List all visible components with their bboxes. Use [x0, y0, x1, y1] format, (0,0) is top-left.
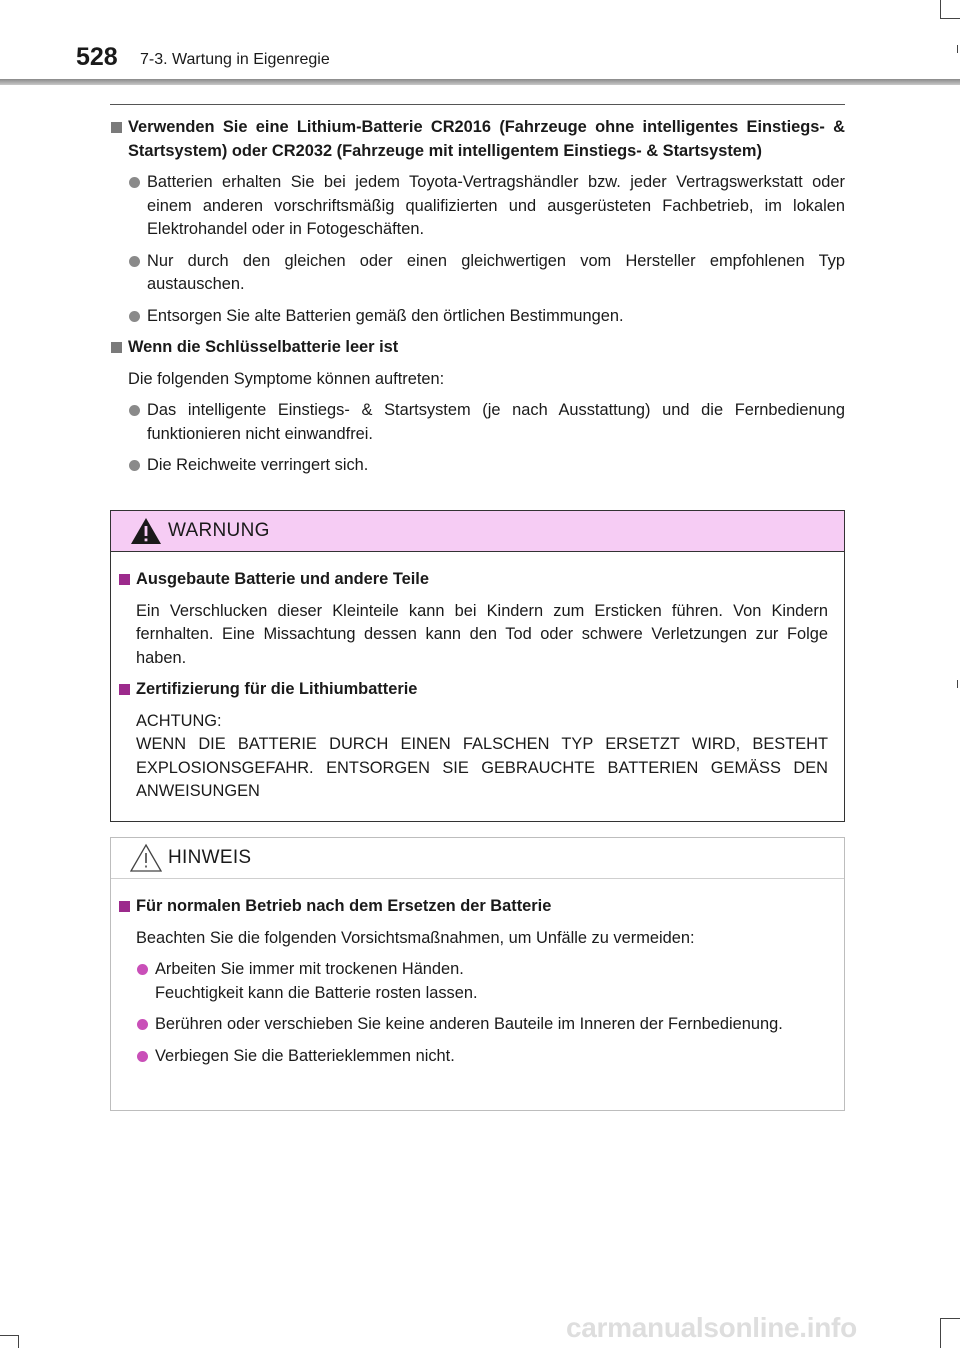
list-item-text: Arbeiten Sie immer mit trockenen Händen.	[155, 960, 464, 978]
list-item	[110, 454, 845, 478]
circle-bullet-icon	[129, 405, 140, 416]
list-item-text: Das intelligente Einstiegs- & Startsystem (je nach Ausstattung) und die Fernbedienung funktionieren nicht einwandfrei.	[147, 401, 845, 443]
list-item-text: Batterien erhalten Sie bei jedem Toyota-Vertragshändler bzw. jeder Vertragswerkstatt oder einem anderen vorschriftsmäßig qualifizierten und ausgerüsteten Fachbetrieb, im lokalen Elektrohandel oder in Fotogeschäften.	[147, 173, 845, 238]
caution-label: ACHTUNG:	[136, 711, 222, 730]
circle-bullet-icon	[129, 311, 140, 322]
list-item-text: Nur durch den gleichen oder einen gleichwertigen vom Hersteller empfohlenen Typ austauschen.	[147, 251, 845, 293]
crop-mark	[957, 680, 958, 688]
square-bullet-icon	[111, 122, 122, 133]
crop-mark	[940, 1318, 941, 1348]
circle-bullet-icon	[129, 256, 140, 267]
caution-outline-triangle-icon	[130, 843, 162, 873]
section-heading	[118, 678, 828, 702]
circle-bullet-icon	[137, 1051, 148, 1062]
notice-box	[110, 837, 845, 1111]
top-divider	[110, 104, 845, 105]
square-bullet-icon	[111, 342, 122, 353]
watermark: carmanualsonline.info	[566, 1312, 857, 1343]
circle-bullet-icon	[129, 177, 140, 188]
list-item	[118, 1013, 828, 1037]
list-item	[118, 958, 828, 1005]
list-item-subtext: Feuchtigkeit kann die Batterie rosten lassen.	[155, 983, 478, 1002]
list-item-text: Berühren oder verschieben Sie keine anderen Bauteile im Inneren der Fernbedienung.	[155, 1015, 783, 1033]
warning-body	[111, 552, 844, 804]
section-heading	[118, 568, 828, 592]
intro-text: Beachten Sie die folgenden Vorsichtsmaßnahmen, um Unfälle zu vermeiden:	[136, 928, 695, 947]
list-item	[110, 305, 845, 329]
heading-text: Ausgebaute Batterie und andere Teile	[136, 570, 429, 588]
warning-title: WARNUNG	[168, 520, 270, 541]
paragraph: Ein Verschlucken dieser Kleinteile kann bei Kindern zum Ersticken führen. Von Kindern fernhalten. Eine Missachtung dessen kann den Tod oder schwere Verletzungen zur Folge haben.	[136, 601, 828, 667]
section-title: 7-3. Wartung in Eigenregie	[140, 51, 330, 68]
heading-text: Für normalen Betrieb nach dem Ersetzen der Batterie	[136, 897, 552, 915]
heading-text: Verwenden Sie eine Lithium-Batterie CR2016 (Fahrzeuge ohne intelligentes Einstiegs- & Startsystem) oder CR2032 (Fahrzeuge mit intelligentem Einstiegs- & Startsystem)	[128, 118, 845, 160]
heading-text: Wenn die Schlüsselbatterie leer ist	[128, 338, 399, 356]
notice-title: HINWEIS	[168, 847, 252, 868]
circle-bullet-icon	[137, 1019, 148, 1030]
circle-bullet-icon	[129, 460, 140, 471]
warning-triangle-icon	[130, 516, 162, 546]
page-number: 528	[76, 43, 118, 71]
list-item-text: Entsorgen Sie alte Batterien gemäß den örtlichen Bestimmungen.	[147, 306, 624, 325]
square-bullet-icon	[119, 684, 130, 695]
section-heading	[110, 336, 845, 360]
list-item	[118, 1045, 828, 1069]
section-heading	[110, 116, 845, 163]
paragraph	[118, 710, 828, 804]
list-item-text: Verbiegen Sie die Batterieklemmen nicht.	[155, 1046, 455, 1065]
crop-mark	[18, 1335, 19, 1348]
crop-mark	[940, 0, 941, 18]
caution-text: WENN DIE BATTERIE DURCH EINEN FALSCHEN TYP ERSETZT WIRD, BESTEHT EXPLOSIONSGEFAHR. ENTSORGEN SIE GEBRAUCHTE BATTERIEN GEMÄSS DEN ANWEISUNGEN	[136, 735, 828, 800]
list-item	[110, 171, 845, 242]
intro-text: Die folgenden Symptome können auftreten:	[128, 369, 445, 388]
warning-box	[110, 510, 845, 822]
main-content	[110, 116, 845, 486]
crop-mark	[0, 1335, 18, 1336]
crop-mark	[940, 1318, 960, 1319]
notice-header	[111, 838, 844, 879]
circle-bullet-icon	[137, 964, 148, 975]
square-bullet-icon	[119, 901, 130, 912]
section-heading	[118, 895, 828, 919]
heading-text: Zertifizierung für die Lithiumbatterie	[136, 680, 418, 698]
crop-mark	[957, 45, 958, 53]
list-item	[110, 399, 845, 446]
square-bullet-icon	[119, 574, 130, 585]
list-item	[110, 250, 845, 297]
list-item-text: Die Reichweite verringert sich.	[147, 456, 369, 474]
header-rule	[0, 79, 960, 85]
warning-header	[111, 511, 844, 552]
notice-body	[111, 879, 844, 1068]
crop-mark	[940, 18, 960, 19]
